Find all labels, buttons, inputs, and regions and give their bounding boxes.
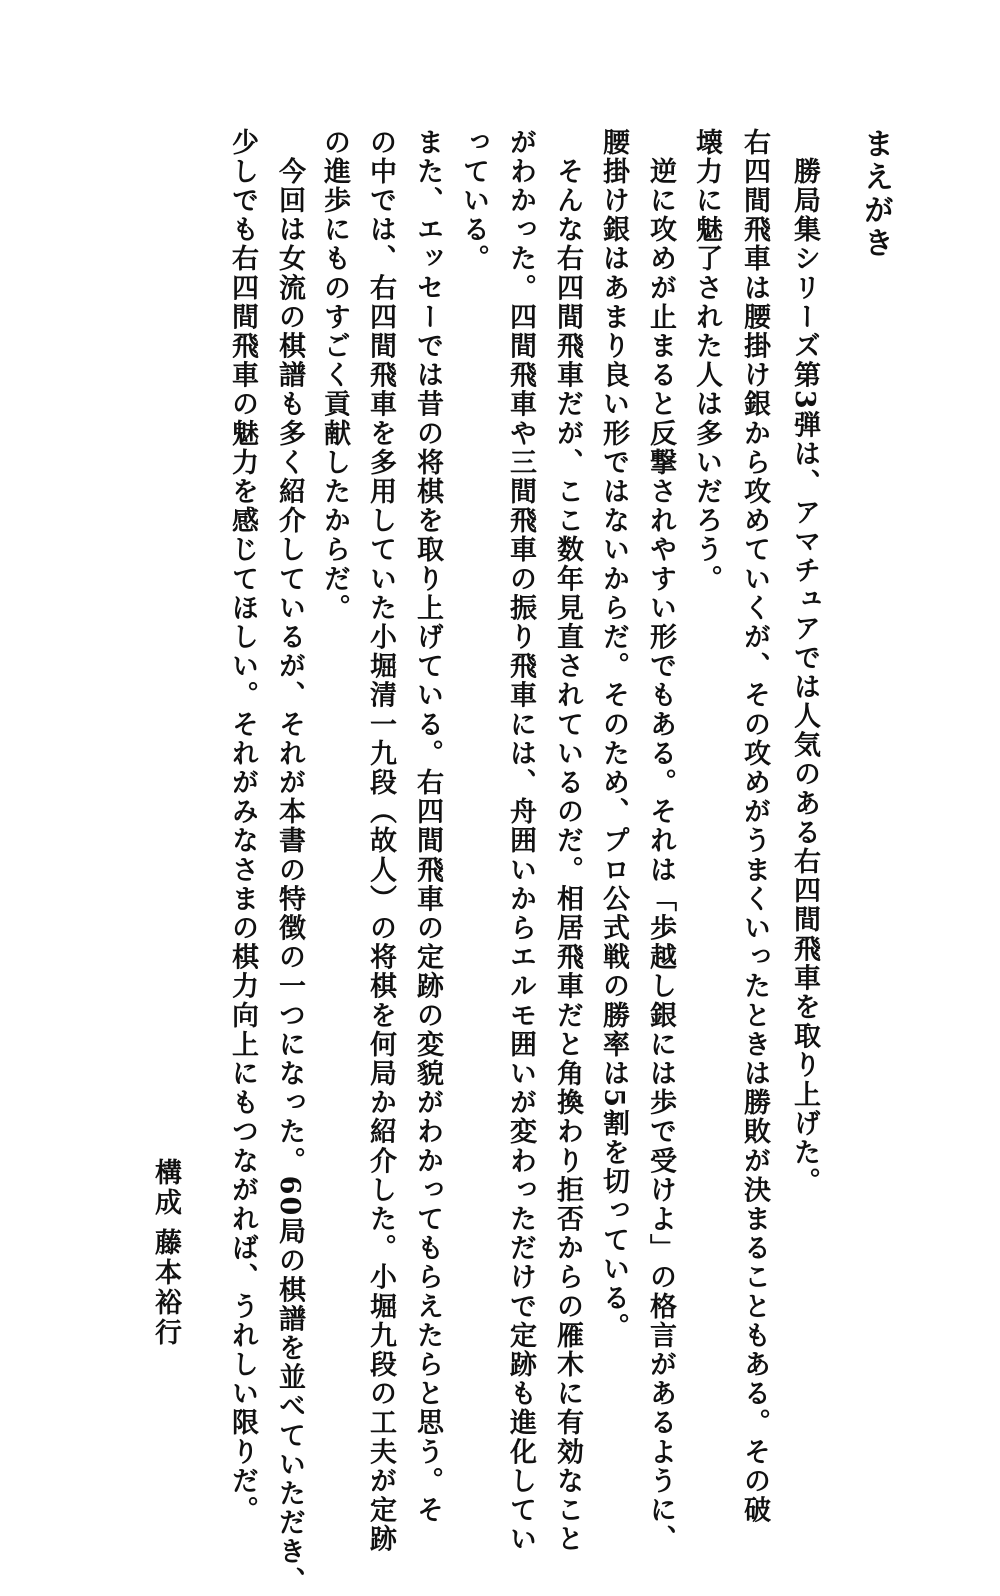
text-column-5: 腰掛け銀はあまり良い形ではないからだ。そのため、プロ公式戦の勝率は5割を切っている。 (598, 128, 629, 1342)
page-title: まえがき (858, 128, 893, 260)
text-column-10: の中では、右四間飛車を多用していた小堀清一九段（故人）の将棋を何局か紹介した。小堀九段の工夫が定跡 (365, 128, 396, 1554)
text-column-6: そんな右四間飛車だが、ここ数年見直されているのだ。相居飛車だと角換わり拒否からの雁木に有効なこと (552, 128, 583, 1554)
text-column-12: 今回は女流の棋譜も多く紹介しているが、それが本書の特徴の一つになった。60局の棋譜を並べていただき、 (274, 128, 305, 1596)
text-column-4: 逆に攻めが止まると反撃されやすい形でもある。それは「歩越し銀には歩で受けよ」の格言があるように、 (645, 128, 676, 1554)
text-column-13: 少しでも右四間飛車の魅力を感じてほしい。それがみなさまの棋力向上にもつながれば、うれしい限りだ。 (227, 128, 258, 1525)
text-column-7: がわかった。四間飛車や三間飛車の振り飛車には、舟囲いからエルモ囲いが変わっただけで定跡も進化してい (505, 128, 536, 1554)
text-column-9: また、エッセーでは昔の将棋を取り上げている。右四間飛車の定跡の変貌がわかってもらえたらと思う。そ (412, 128, 443, 1525)
text-column-8: っている。 (458, 128, 489, 274)
text-column-3: 壊力に魅了された人は多いだろう。 (691, 128, 722, 594)
text-column-11: の進歩にものすごく貢献したからだ。 (319, 128, 350, 623)
credit-name: 藤本裕行 (150, 1228, 181, 1348)
credit-role: 構成 (150, 1158, 181, 1218)
text-column-1: 勝局集シリーズ第3弾は、アマチュアでは人気のある右四間飛車を取り上げた。 (789, 128, 820, 1197)
text-column-2: 右四間飛車は腰掛け銀から攻めていくが、その攻めがうまくいったときは勝敗が決まることもある。その破 (739, 128, 770, 1525)
